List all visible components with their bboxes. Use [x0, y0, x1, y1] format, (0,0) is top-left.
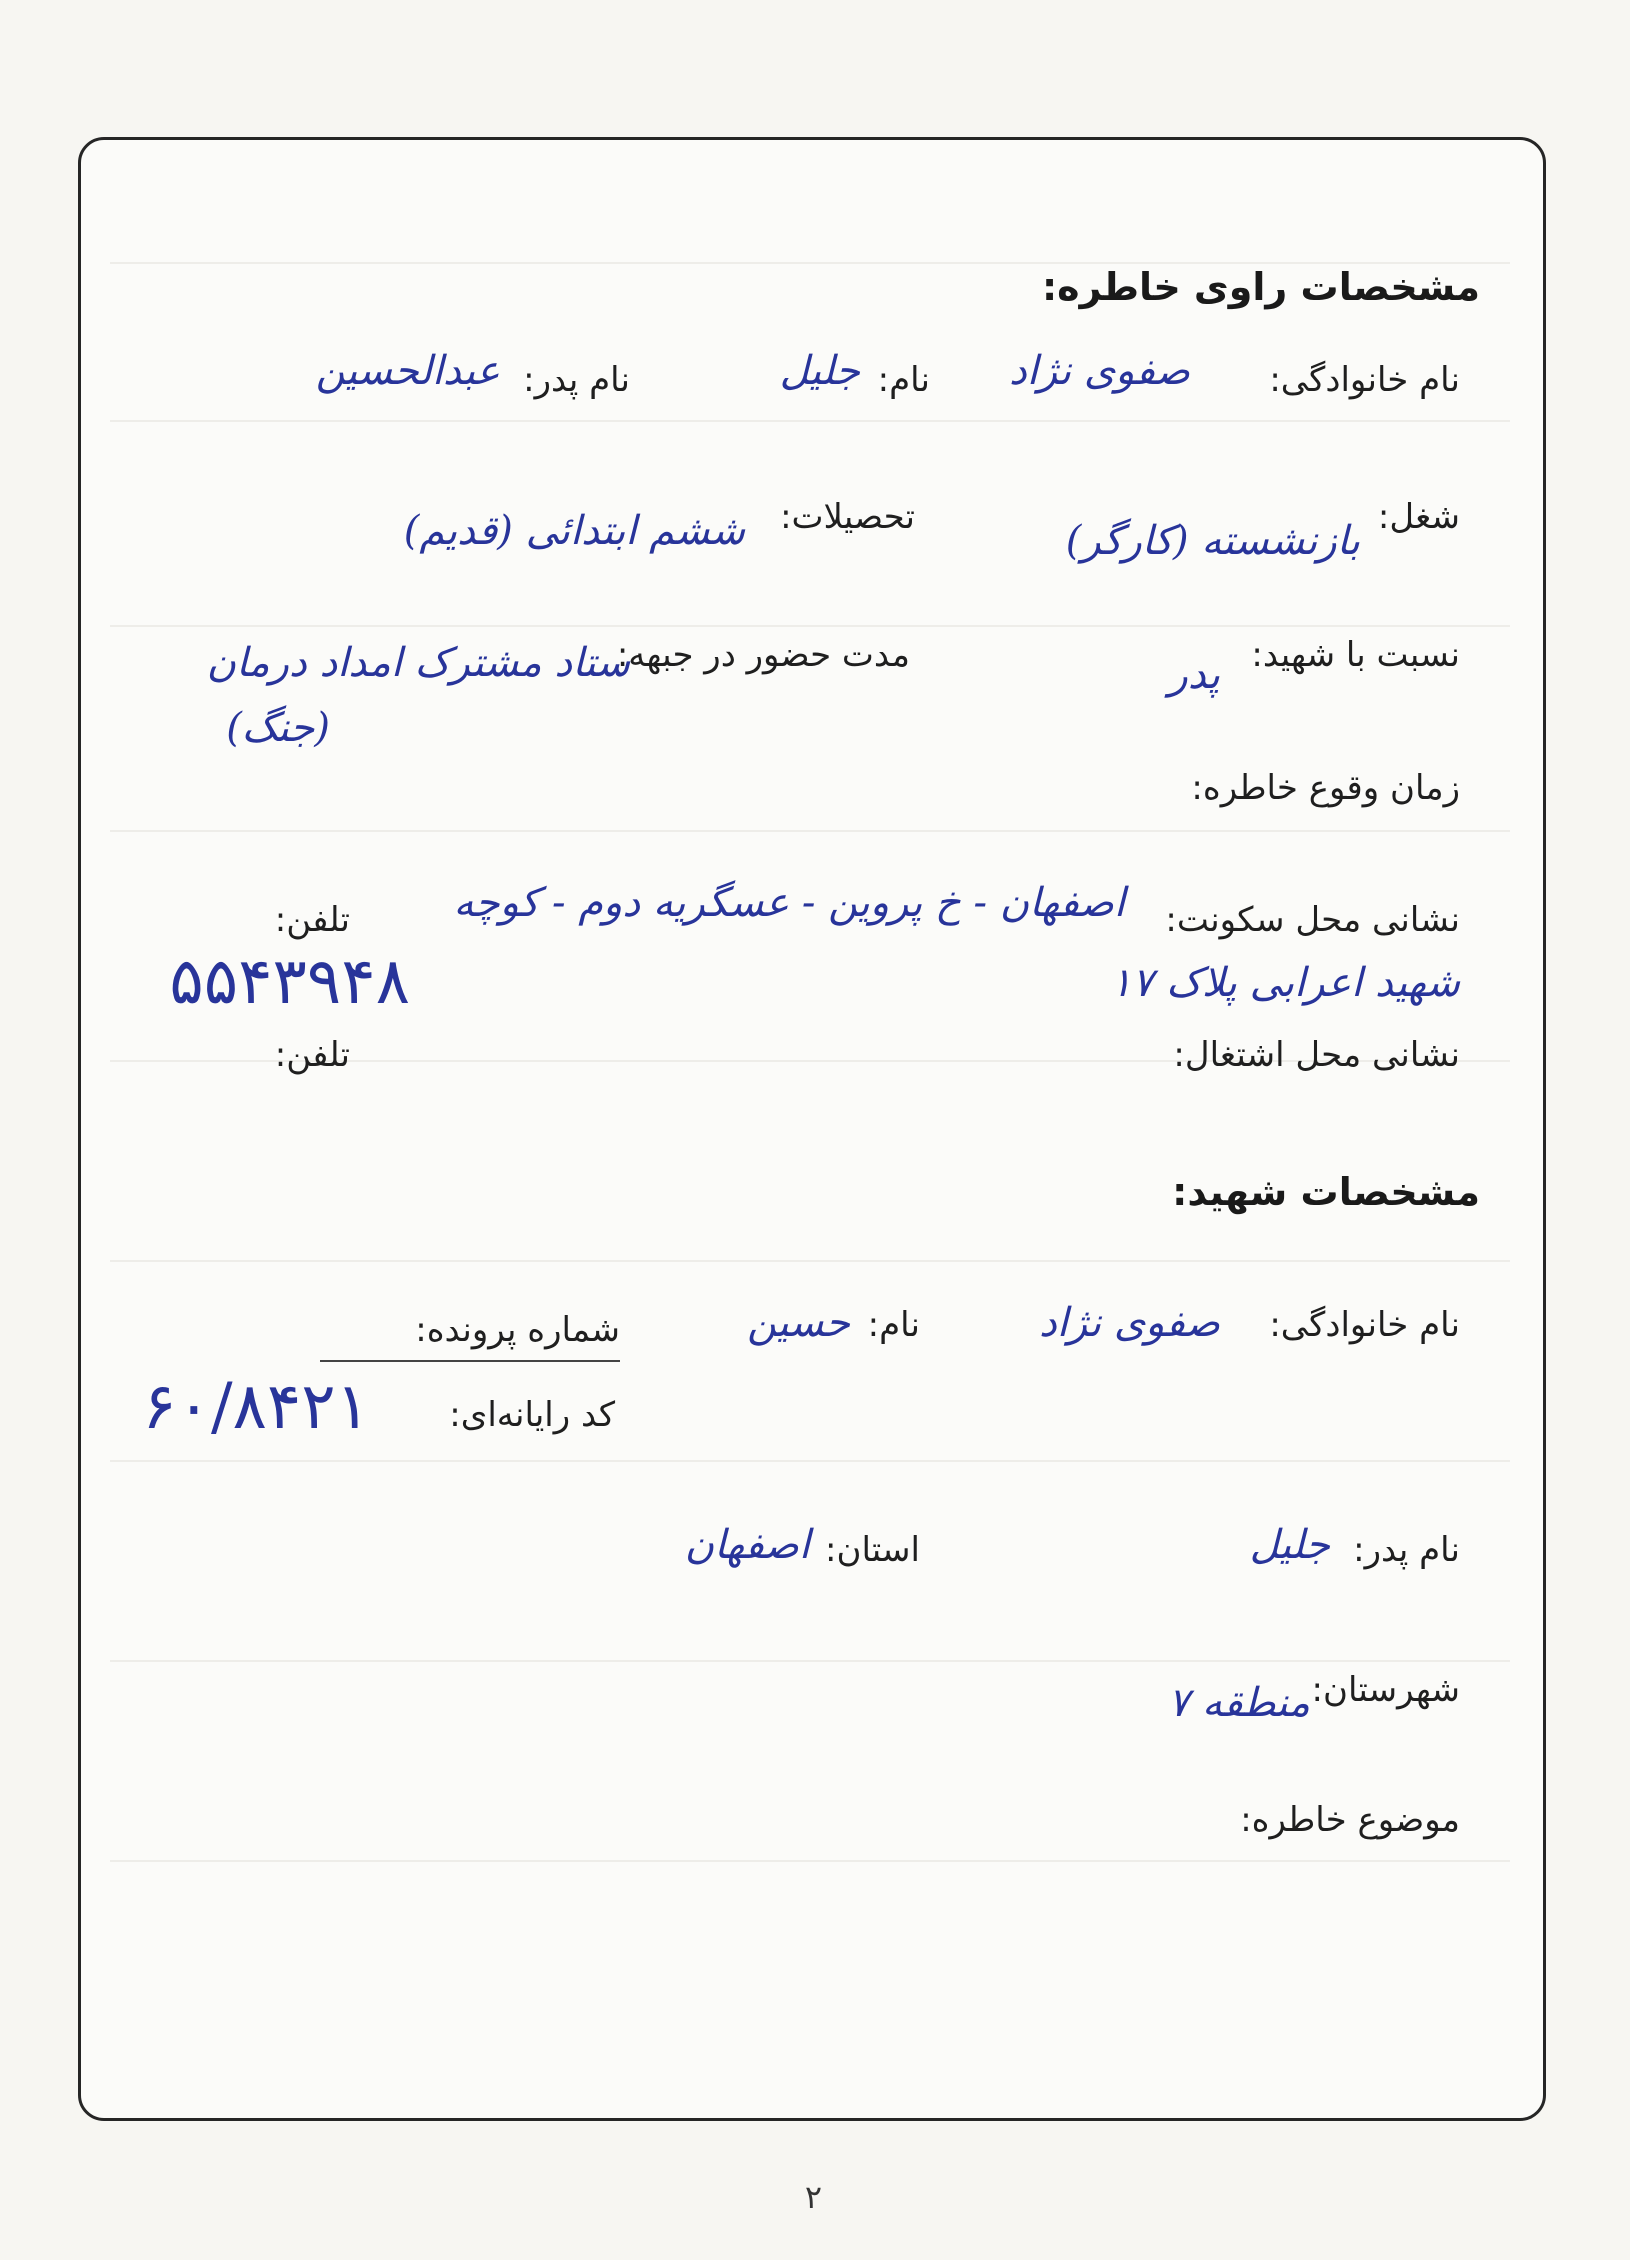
martyr-family-value: صفوی نژاد: [1038, 1300, 1220, 1346]
martyr-father-value: جلیل: [1249, 1522, 1330, 1568]
bleed-line: [110, 1660, 1510, 1662]
martyr-family-label: نام خانوادگی:: [1269, 1305, 1460, 1345]
county-label: شهرستان:: [1311, 1670, 1460, 1710]
bleed-line: [110, 1460, 1510, 1462]
narrator-header: مشخصات راوی خاطره:: [1041, 265, 1480, 309]
computer-code-label: کد رایانه‌ای:: [449, 1395, 615, 1435]
case-number-label: شماره پرونده:: [415, 1310, 620, 1350]
case-number-line: [320, 1360, 620, 1362]
county-value: منطقه ۷: [1167, 1680, 1310, 1726]
subject-label: موضوع خاطره:: [1240, 1800, 1460, 1840]
narrator-education-label: تحصیلات:: [780, 497, 915, 537]
bleed-line: [110, 625, 1510, 627]
narrator-job-value: بازنشسته (کارگر): [1065, 518, 1360, 564]
narrator-relation-value: پدر: [1168, 652, 1220, 698]
narrator-duration-value-2: (جنگ): [226, 705, 330, 751]
narrator-duration-label: مدت حضور در جبهه:: [616, 635, 910, 675]
province-label: استان:: [825, 1530, 920, 1570]
home-address-value-1: اصفهان - خ پروین - عسگریه دوم - کوچه: [453, 880, 1125, 926]
bleed-line: [110, 1860, 1510, 1862]
home-address-label: نشانی محل سکونت:: [1165, 900, 1460, 940]
narrator-job-label: شغل:: [1377, 497, 1460, 537]
martyr-father-label: نام پدر:: [1353, 1530, 1460, 1570]
home-phone-label: تلفن:: [274, 900, 350, 940]
bleed-line: [110, 1260, 1510, 1262]
home-address-value-2: شهید اعرابی پلاک ۱۷: [1110, 960, 1460, 1006]
province-value: اصفهان: [684, 1522, 810, 1568]
work-phone-label: تلفن:: [274, 1035, 350, 1075]
bleed-line: [110, 262, 1510, 264]
narrator-family-label: نام خانوادگی:: [1269, 360, 1460, 400]
narrator-relation-label: نسبت با شهید:: [1251, 635, 1460, 675]
martyr-name-label: نام:: [867, 1305, 920, 1345]
home-phone-value: ۵۵۴۳۹۴۸: [169, 945, 410, 1019]
narrator-family-value: صفوی نژاد: [1008, 348, 1190, 394]
martyr-name-value: حسین: [747, 1300, 850, 1346]
martyr-header: مشخصات شهید:: [1172, 1170, 1480, 1214]
bleed-line: [110, 420, 1510, 422]
narrator-name-value: جلیل: [779, 348, 860, 394]
narrator-name-label: نام:: [877, 360, 930, 400]
narrator-education-value: ششم ابتدائی (قدیم): [403, 508, 745, 554]
computer-code-value: ۶۰/۸۴۲۱: [142, 1370, 370, 1444]
narrator-father-value: عبدالحسین: [315, 348, 500, 394]
narrator-time-label: زمان وقوع خاطره:: [1191, 768, 1460, 808]
narrator-father-label: نام پدر:: [523, 360, 630, 400]
narrator-duration-value-1: ستاد مشترک امداد درمان: [206, 640, 630, 686]
bleed-line: [110, 830, 1510, 832]
work-address-label: نشانی محل اشتغال:: [1173, 1035, 1460, 1075]
page-number: ۲: [804, 2178, 822, 2216]
